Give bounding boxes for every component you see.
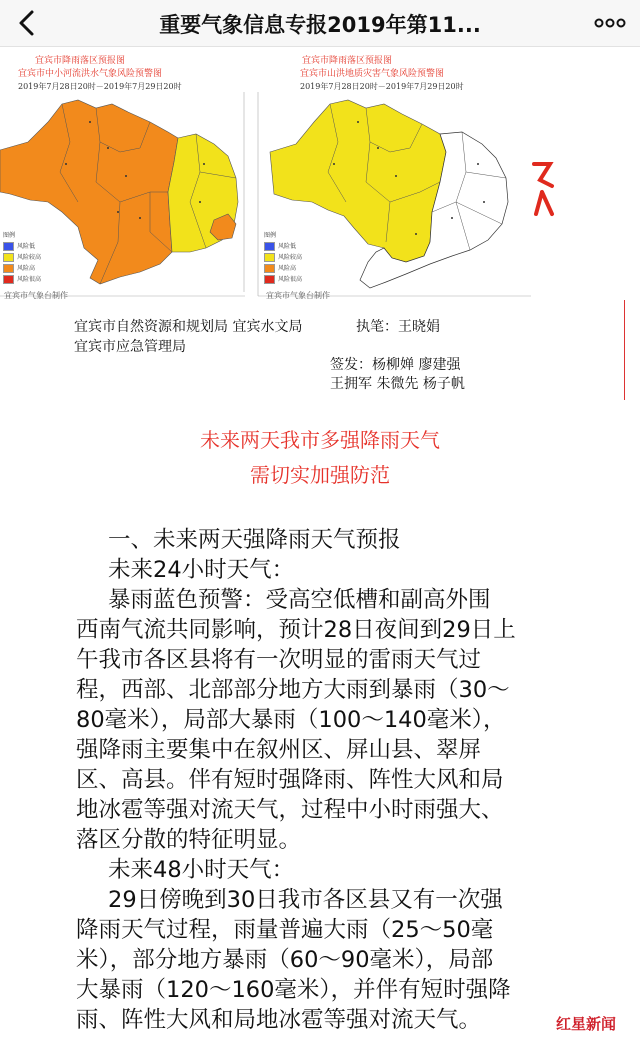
- section-heading: 一、未来两天强降雨天气预报: [108, 527, 401, 553]
- more-button[interactable]: [590, 8, 630, 38]
- map-legend: [264, 230, 302, 285]
- paragraph-line: 大暴雨（120～160毫米），并伴有短时强降: [76, 977, 511, 1003]
- page-title: 重要气象信息专报2019年第11...: [159, 13, 481, 37]
- news-watermark-logo: [556, 1010, 636, 1040]
- signers-line1: 签发：杨柳婵 廖建强: [330, 357, 461, 373]
- legend-item: 风险较高: [3, 252, 41, 263]
- legend-title: 图例: [264, 232, 277, 239]
- paragraph-line: 80毫米），局部大暴雨（100～140毫米），: [76, 707, 506, 733]
- logo-text: 红星新闻: [556, 1015, 617, 1033]
- legend-item: 风险高: [3, 263, 41, 274]
- back-button[interactable]: [10, 6, 46, 40]
- map-title-rainfall: 宜宾市降雨落区预报图: [35, 56, 126, 66]
- legend-item: 风险很高: [264, 274, 302, 285]
- legend-item: 风险很高: [3, 274, 41, 285]
- more-dots-icon: [590, 8, 630, 38]
- map-title-warning: 宜宾市山洪地质灾害气象风险预警图: [300, 69, 445, 79]
- headline-line2: 需切实加强防范: [250, 463, 390, 487]
- map-legend: [3, 230, 41, 285]
- paragraph-line: 降雨天气过程，雨量普遍大雨（25～50毫: [76, 917, 494, 943]
- divider-line: [624, 300, 625, 400]
- legend-item: 风险低: [3, 241, 41, 252]
- paragraph-line: 地冰雹等强对流天气，过程中小时雨强大、: [76, 797, 504, 823]
- map-credit: 宜宾市气象台制作: [266, 291, 330, 300]
- legend-swatch: [3, 275, 14, 284]
- map-period: 2019年7月28日20时－2019年7月29日20时: [300, 82, 464, 91]
- departments-line1: 宜宾市自然资源和规划局 宜宾水文局: [74, 319, 303, 335]
- legend-swatch: [3, 242, 14, 251]
- paragraph-line: 西南气流共同影响，预计28日夜间到29日上: [76, 617, 516, 643]
- geohazard-risk-map[interactable]: [256, 52, 536, 298]
- paragraph-line: 暴雨蓝色预警：受高空低槽和副高外围: [108, 587, 491, 613]
- paragraph-line: 区、高县。伴有短时强降雨、阵性大风和局: [76, 767, 504, 793]
- map-title-rainfall: 宜宾市降雨落区预报图: [302, 56, 393, 66]
- chevron-left-icon: [10, 6, 46, 40]
- author-line: 执笔：王晓娟: [356, 319, 440, 335]
- paragraph-line: 强降雨主要集中在叙州区、屏山县、翠屏: [76, 737, 482, 763]
- red-stamp-fragment: [530, 158, 556, 218]
- map-credit: 宜宾市气象台制作: [4, 291, 68, 300]
- legend-item: 风险较高: [264, 252, 302, 263]
- legend-swatch: [3, 253, 14, 262]
- paragraph-line: 落区分散的特征明显。: [76, 827, 302, 853]
- subheading-48h: 未来48小时天气：: [108, 857, 295, 883]
- paragraph-line: 雨、阵性大风和局地冰雹等强对流天气。: [76, 1007, 482, 1033]
- legend-item: 风险低: [264, 241, 302, 252]
- paragraph-line: 程，西部、北部部分地方大雨到暴雨（30～: [76, 677, 510, 703]
- legend-swatch: [264, 253, 275, 262]
- top-navigation-bar: [0, 0, 640, 47]
- flood-risk-map[interactable]: [0, 52, 255, 298]
- map-title-warning: 宜宾市中小河流洪水气象风险预警图: [18, 69, 163, 79]
- paragraph-line: 午我市各区县将有一次明显的雷雨天气过: [76, 647, 482, 673]
- signers-line2: 王拥军 朱微先 杨子帆: [330, 376, 465, 392]
- legend-swatch: [264, 275, 275, 284]
- legend-swatch: [264, 242, 275, 251]
- subheading-24h: 未来24小时天气：: [108, 557, 295, 583]
- headline-line1: 未来两天我市多强降雨天气: [200, 428, 440, 452]
- legend-item: 风险高: [264, 263, 302, 274]
- legend-swatch: [264, 264, 275, 273]
- paragraph-line: 米），部分地方暴雨（60～90毫米），局部: [76, 947, 494, 973]
- legend-title: 图例: [3, 232, 16, 239]
- map-period: 2019年7月28日20时－2019年7月29日20时: [18, 82, 182, 91]
- departments-line2: 宜宾市应急管理局: [74, 339, 186, 355]
- map-images: [0, 52, 640, 302]
- legend-swatch: [3, 264, 14, 273]
- paragraph-line: 29日傍晚到30日我市各区县又有一次强: [108, 887, 503, 913]
